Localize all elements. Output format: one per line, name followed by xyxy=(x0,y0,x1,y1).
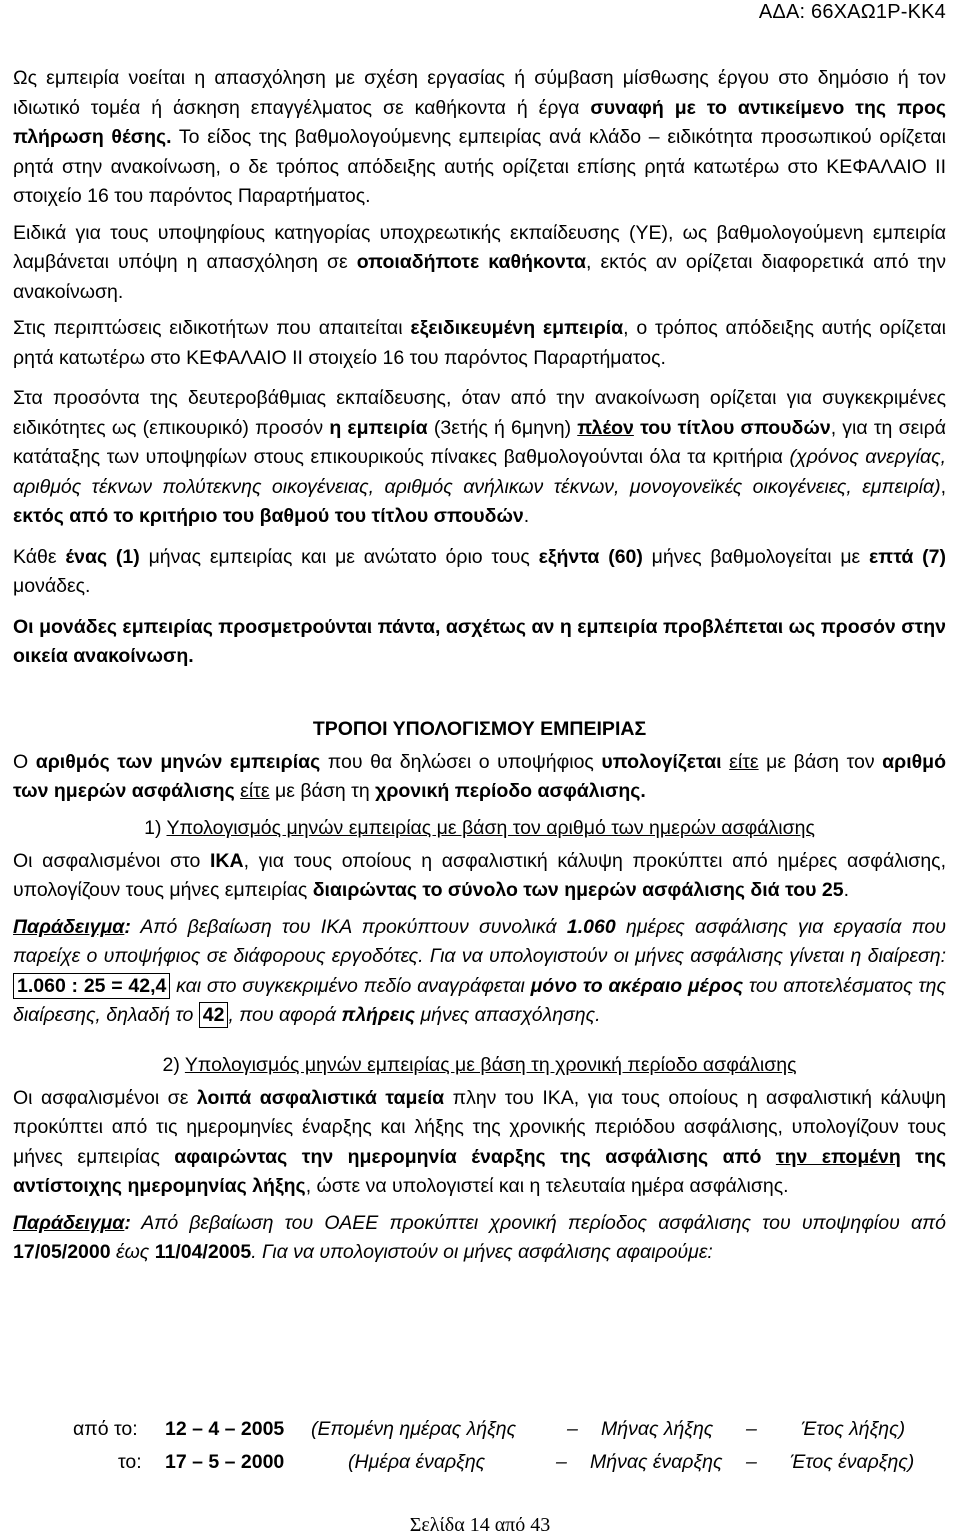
ada-code: ΑΔΑ: 66ΧΑΩ1Ρ-ΚΚ4 xyxy=(758,1,946,23)
document-body xyxy=(13,64,946,1268)
paragraph-specialized-experience: Στις περιπτώσεις ειδικοτήτων που απαιτείται εξειδικευμένη εμπειρία, ο τρόπος απόδειξης αυτής ορίζεται ρητά κατωτέρω στο ΚΕΦΑΛΑΙΟ ΙΙ στοιχείο 16 του παρόντος Παραρτήματος. xyxy=(13,317,946,369)
paragraph-ika-method: Οι ασφαλισμένοι στο ΙΚΑ, για τους οποίους η ασφαλιστική κάλυψη προκύπτει από ημέρες ασφάλισης, υπολογίζουν τους μήνες εμπειρίας διαιρώντας το σύνολο των ημερών ασφάλισης διά του 25. xyxy=(13,849,946,901)
calc-row-start: το: 17 – 5 – 2000 (Ημέρα έναρξης – Μήνας έναρξης – Έτος έναρξης) xyxy=(118,1451,915,1473)
paragraph-other-funds-method: Οι ασφαλισμένοι σε λοιπά ασφαλιστικά ταμεία πλην του ΙΚΑ, για τους οποίους η ασφαλιστική κάλυψη προκύπτει από τις ημερομηνίες έναρξης και λήξης της χρονικής περιόδου ασφάλισης, υπολογίζουν τους μήνες εμπειρίας αφαιρώντας την ημερομηνία έναρξης της ασφάλισης από την επομένη της αντίστοιχης ημερομηνίας λήξης, ώστε να υπολογιστεί και η τελευταία ημέρα ασφάλισης. xyxy=(13,1086,947,1197)
page-number: Σελίδα 14 από 43 xyxy=(409,1514,551,1536)
paragraph-ye-category: Ειδικά για τους υποψηφίους κατηγορίας υποχρεωτικής εκπαίδευσης (ΥΕ), ως βαθμολογούμενη εμπειρία λαμβάνεται υπόψη η απασχόληση σε οποιαδήποτε καθήκοντα, εκτός αν ορίζεται διαφορετικά από την ανακοίνωση. xyxy=(13,221,946,303)
paragraph-points-per-month: Κάθε ένας (1) μήνας εμπειρίας και με ανώτατο όριο τους εξήντα (60) μήνες βαθμολογείται με επτά (7) μονάδες. xyxy=(13,545,947,597)
paragraph-calculation-intro: Ο αριθμός των μηνών εμπειρίας που θα δηλώσει ο υποψήφιος υπολογίζεται είτε με βάση τον αριθμό των ημερών ασφάλισης είτε με βάση τη χρονική περίοδο ασφάλισης. xyxy=(13,750,947,802)
division-result-box: 1.060 : 25 = 42,4 xyxy=(13,973,170,999)
calc-row-end: από το: 12 – 4 – 2005 (Επομένη ημέρας λήξης – Μήνας λήξης – Έτος λήξης) xyxy=(73,1418,906,1440)
paragraph-experience-definition: Ως εμπειρία νοείται η απασχόληση με σχέση εργασίας ή σύμβαση μίσθωσης έργου στο δημόσιο ή τον ιδιωτικό τομέα ή άσκηση επαγγέλματος σε καθήκοντα ή έργα συναφή με το αντικείμενο της προς πλήρωση θέσης. Το είδος της βαθμολογούμενης εμπειρίας ανά κλάδο – ειδικότητα προσωπικού ορίζεται ρητά στην ανακοίνωση, ο δε τρόπος απόδειξης αυτής ορίζεται επίσης ρητά κατωτέρω στο ΚΕΦΑΛΑΙΟ ΙΙ στοιχείο 16 του παρόντος Παραρτήματος. xyxy=(13,67,947,207)
subheading-period-method: 2) Υπολογισμός μηνών εμπειρίας με βάση τη χρονική περίοδο ασφάλισης xyxy=(162,1053,797,1076)
example-oaee: Παράδειγμα: Από βεβαίωση του ΟΑΕΕ προκύπτει χρονική περίοδος ασφάλισης του υποψηφίου από 17/05/2000 έως 11/04/2005. Για να υπολογιστούν οι μήνες ασφάλισης αφαιρούμε: xyxy=(13,1211,946,1263)
subheading-days-method: 1) Υπολογισμός μηνών εμπειρίας με βάση τον αριθμό των ημερών ασφάλισης xyxy=(144,816,815,839)
paragraph-points-always-counted: Οι μονάδες εμπειρίας προσμετρούνται πάντα, ασχέτως αν η εμπειρία προβλέπεται ως προσόν στην οικεία ανακοίνωση. xyxy=(13,615,946,667)
date-subtraction-table xyxy=(0,1418,960,1498)
integer-result-box: 42 xyxy=(199,1002,229,1028)
section-title: ΤΡΟΠΟΙ ΥΠΟΛΟΓΙΣΜΟΥ ΕΜΠΕΙΡΙΑΣ xyxy=(312,717,647,740)
example-ika: Παράδειγμα: Από βεβαίωση του ΙΚΑ προκύπτουν συνολικά 1.060 ημέρες ασφάλισης για εργασία που παρείχε ο υποψήφιος σε διάφορους εργοδότες. Για να υπολογιστούν οι μήνες ασφάλισης γίνεται η διαίρεση: 1.060 : 25 = 42,4 και στο συγκεκριμένο πεδίο αναγράφεται μόνο το ακέραιο μέρος του αποτελέσματος της διαίρεσης, δηλαδή το 42 , που αφορά πλήρεις μήνες απασχόλησης. xyxy=(13,915,946,1026)
paragraph-secondary-education: Στα προσόντα της δευτεροβάθμιας εκπαίδευσης, όταν από την ανακοίνωση ορίζεται για συγκεκριμένες ειδικότητες ως (επικουρικό) προσόν η εμπειρία (3ετής ή 6μηνη) πλέον του τίτλου σπουδών, για τη σειρά κατάταξης των υποψηφίων στους επικουρικούς πίνακες βαθμολογούνται όλα τα κριτήρια (χρόνος ανεργίας, αριθμός τέκνων πολύτεκνης οικογένειας, αριθμός ανήλικων τέκνων, μονογονεϊκές οικογένειες, εμπειρία), εκτός από το κριτήριο του βαθμού του τίτλου σπουδών. xyxy=(13,387,946,527)
